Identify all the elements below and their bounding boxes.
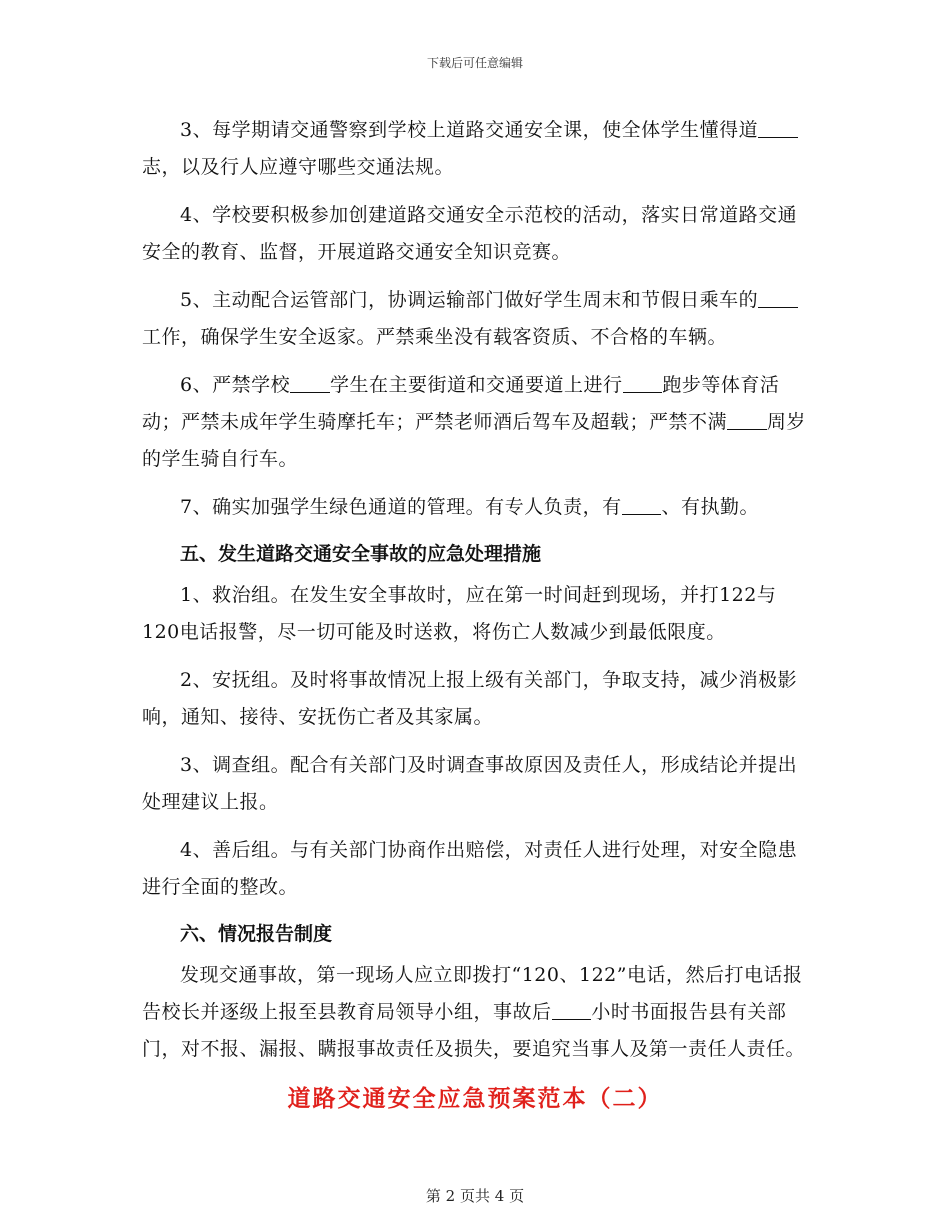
section5-item-1: 1、救治组。在发生安全事故时，应在第一时间赶到现场，并打122与120电话报警，尽一切可能及时送救，将伤亡人数减少到最低限度。 [142,584,777,643]
next-section-title: 道路交通安全应急预案范本（二） [287,1085,663,1112]
section-heading-6: 六、情况报告制度 [180,923,333,945]
paragraph-item-4 [142,197,812,271]
paragraph-text: 发现交通事故，第一现场人应立即拨打“120、122”电话，然后打电话报告校长并逐级上报至县教育局领导小组，事故后 [142,964,803,1023]
fill-blank [758,118,798,138]
paragraph-item-6 [142,367,812,478]
section5-item-3: 3、调查组。配合有关部门及时调查事故原因及责任人，形成结论并提出处理建议上报。 [142,754,798,813]
fill-blank [758,288,798,308]
fill-blank [623,373,663,393]
paragraph-text: 跑步等体育活动；严禁未成年学生骑摩托车；严禁老师酒后驾车及超载；严禁不满 [142,374,780,433]
paragraph-item-5 [142,282,812,356]
fill-blank [290,373,330,393]
paragraph-text: 、有执勤。 [661,496,759,518]
document-body [142,112,812,1079]
fill-blank [622,495,662,515]
section5-item-4: 4、善后组。与有关部门协商作出赔偿，对责任人进行处理，对安全隐患进行全面的整改。 [142,839,798,898]
page-number: 第 2 页共 4 页 [425,1187,525,1205]
section5-item-2: 2、安抚组。及时将事故情况上报上级有关部门，争取支持，减少消极影响，通知、接待、安抚伤亡者及其家属。 [142,669,798,728]
paragraph-text: 志，以及行人应遵守哪些交通法规。 [142,156,455,178]
section-heading-5: 五、发生道路交通安全事故的应急处理措施 [180,543,542,565]
paragraph-text: 小时书面报告县有关部门，对不报、漏报、瞒报事故责任及损失，要追究当事人及第一责任人责任。 [142,1001,806,1060]
section6-body [142,957,812,1068]
paragraph-text: 6、严禁学校 [180,374,291,396]
paragraph-text: 4、学校要积极参加创建道路交通安全示范校的活动，落实日常道路交通安全的教育、监督，开展道路交通安全知识竞赛。 [142,204,798,263]
paragraph-text: 工作，确保学生安全返家。严禁乘坐没有载客资质、不合格的车辆。 [142,326,728,348]
header-note: 下载后可任意编辑 [426,56,523,70]
paragraph-item-7 [142,489,812,526]
paragraph-text: 学生在主要街道和交通要道上进行 [329,374,623,396]
paragraph-text: 5、主动配合运管部门，协调运输部门做好学生周末和节假日乘车的 [180,289,759,311]
paragraph-item-3 [142,112,812,186]
fill-blank [552,1000,592,1020]
paragraph-text: 7、确实加强学生绿色通道的管理。有专人负责，有 [180,496,622,518]
paragraph-text: 周岁的学生骑自行车。 [142,411,806,470]
paragraph-text: 3、每学期请交通警察到学校上道路交通安全课，使全体学生懂得道 [180,119,759,141]
fill-blank [727,410,767,430]
